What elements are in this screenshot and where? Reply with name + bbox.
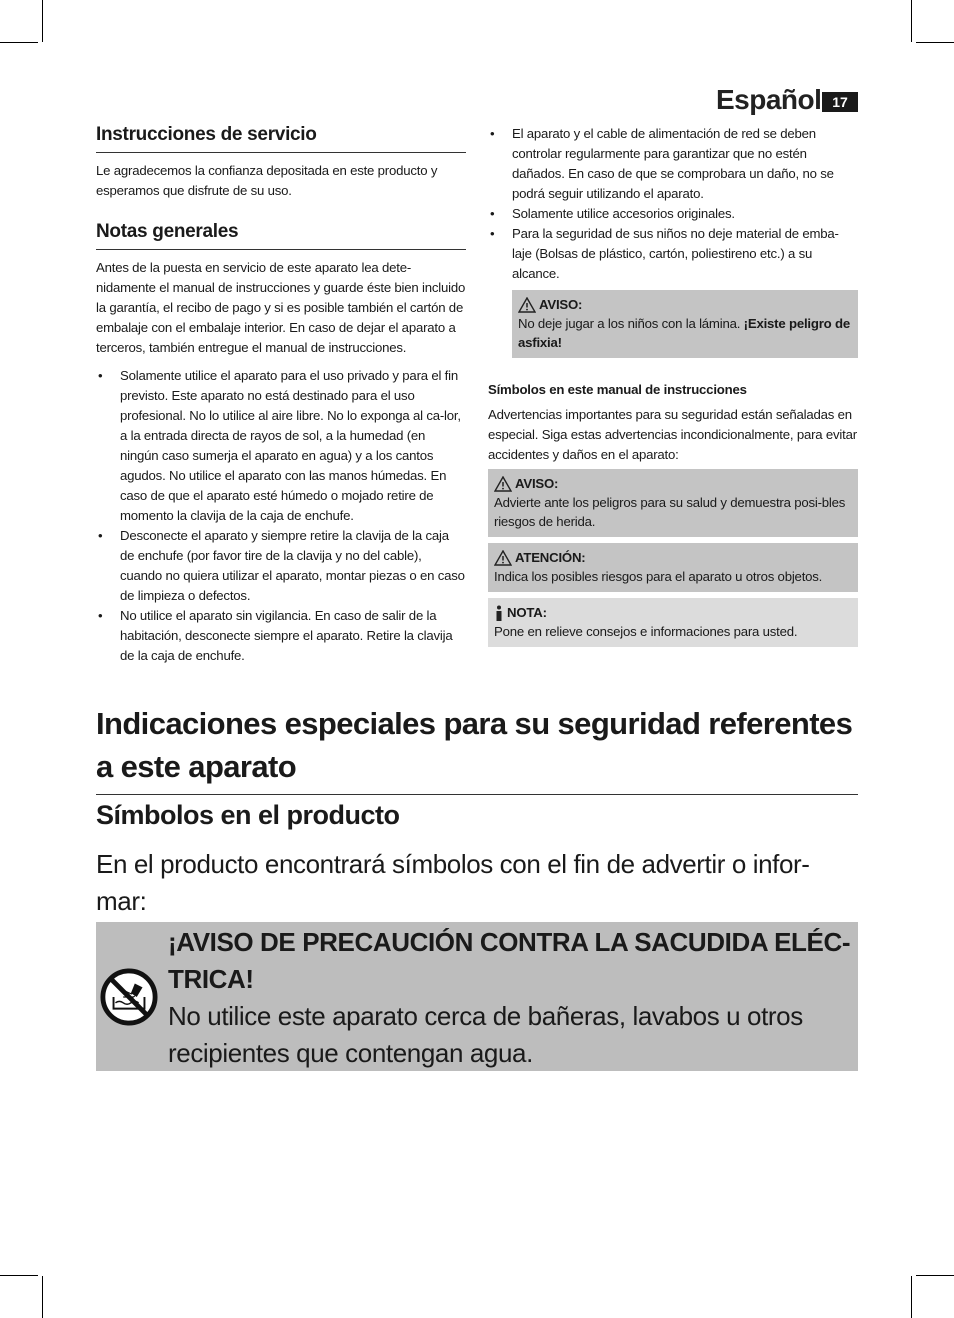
legend-heading: NOTA: bbox=[507, 605, 547, 620]
paragraph: Advertencias importantes para su seguridad están señaladas en especial. Siga estas advertencias incondicionalmente, para evitar accidentes y daños en el aparato: bbox=[488, 407, 857, 462]
legend-nota bbox=[488, 598, 858, 647]
page-number: 17 bbox=[822, 92, 858, 112]
warning-triangle-icon bbox=[518, 297, 536, 313]
info-icon bbox=[494, 605, 504, 621]
left-column bbox=[96, 124, 466, 666]
crop-mark bbox=[0, 42, 38, 43]
crop-mark bbox=[42, 0, 43, 42]
legend-atencion bbox=[488, 543, 858, 592]
language-label: Español bbox=[716, 84, 822, 115]
crop-mark bbox=[911, 1276, 912, 1318]
legend-text: Advierte ante los peligros para su salud y demuestra posi-bles riesgos de herida. bbox=[494, 495, 846, 529]
crop-mark bbox=[0, 1275, 38, 1276]
crop-mark bbox=[916, 42, 954, 43]
main-title: Indicaciones especiales para su seguridad referentes a este aparato bbox=[96, 702, 858, 795]
paragraph: Le agradecemos la confianza depositada en este producto y esperamos que disfrute de su uso. bbox=[96, 163, 438, 198]
list-item: • Solamente utilice el aparato para el uso privado y para el fin previsto. Este aparato no está destinado para el uso profesional. No lo utilice al aire libre. No lo exponga al ca-lor, a la entrada directa de rayos de sol, a la humedad (en ningún caso sumerja el aparato en agua) y a los cantos agudos. No utilice el aparato con las manos húmedas. En caso de que el aparato esté húmedo o mojado retire de momento la clavija de la caja de enchufe. bbox=[96, 366, 466, 526]
symbols-heading: Símbolos en este manual de instrucciones bbox=[488, 382, 747, 397]
banner-heading: ¡AVISO DE PRECAUCIÓN CONTRA LA SACUDIDA ELÉC-TRICA! bbox=[168, 927, 851, 994]
no-water-icon bbox=[100, 968, 158, 1026]
list-item: • No utilice el aparato sin vigilancia. En caso de salir de la habitación, desconecte siempre el aparato. Retire la clavija de la caja de enchufe. bbox=[96, 606, 466, 666]
legend-aviso bbox=[488, 469, 858, 537]
bullet-list bbox=[488, 124, 858, 284]
paragraph: Antes de la puesta en servicio de este aparato lea dete-nidamente el manual de instrucciones y guarde éste bien incluido la garantía, el recibo de pago y si es posible también el cartón de embalaje con el embalaje interior. En caso de dejar el aparato a terceros, también entregue el manual de instrucciones. bbox=[96, 260, 466, 355]
list-item: • Para la seguridad de sus niños no deje material de emba-laje (Bolsas de plástico, cartón, poliestireno etc.) a su alcance. bbox=[488, 224, 858, 284]
subtitle: Símbolos en el producto bbox=[96, 800, 400, 830]
crop-mark bbox=[42, 1276, 43, 1318]
section-title: Instrucciones de servicio bbox=[96, 124, 466, 153]
banner-text: No utilice este aparato cerca de bañeras, lavabos u otros recipientes que contengan agua. bbox=[168, 1001, 803, 1068]
warning-triangle-icon bbox=[494, 550, 512, 566]
legend-text: Pone en relieve consejos e informaciones para usted. bbox=[494, 624, 798, 639]
right-column bbox=[488, 124, 858, 647]
box-text: No deje jugar a los niños con la lámina. bbox=[518, 316, 741, 331]
section-title: Notas generales bbox=[96, 221, 466, 250]
legend-heading: ATENCIÓN: bbox=[515, 550, 586, 565]
electric-shock-warning bbox=[96, 922, 858, 1071]
aviso-box bbox=[512, 290, 858, 358]
box-bold-text: ¡Existe peligro de asfixia! bbox=[518, 316, 850, 350]
bullet-list bbox=[96, 366, 466, 666]
crop-mark bbox=[916, 1275, 954, 1276]
lead-paragraph: En el producto encontrará símbolos con el fin de advertir o infor-mar: bbox=[96, 849, 810, 916]
box-heading: AVISO: bbox=[539, 297, 583, 312]
list-item: • Solamente utilice accesorios originales. bbox=[488, 204, 858, 224]
list-item: • Desconecte el aparato y siempre retire la clavija de la caja de enchufe (por favor tire de la clavija y no del cable), cuando no quiera utilizar el aparato, montar piezas o en caso de limpieza o defectos. bbox=[96, 526, 466, 606]
legend-heading: AVISO: bbox=[515, 476, 559, 491]
legend-text: Indica los posibles riesgos para el aparato u otros objetos. bbox=[494, 569, 823, 584]
warning-triangle-icon bbox=[494, 476, 512, 492]
crop-mark bbox=[911, 0, 912, 42]
list-item: • El aparato y el cable de alimentación de red se deben controlar regularmente para garantizar que no estén dañados. En caso de que se comprobara un daño, no se podrá seguir utilizando el aparato. bbox=[488, 124, 858, 204]
